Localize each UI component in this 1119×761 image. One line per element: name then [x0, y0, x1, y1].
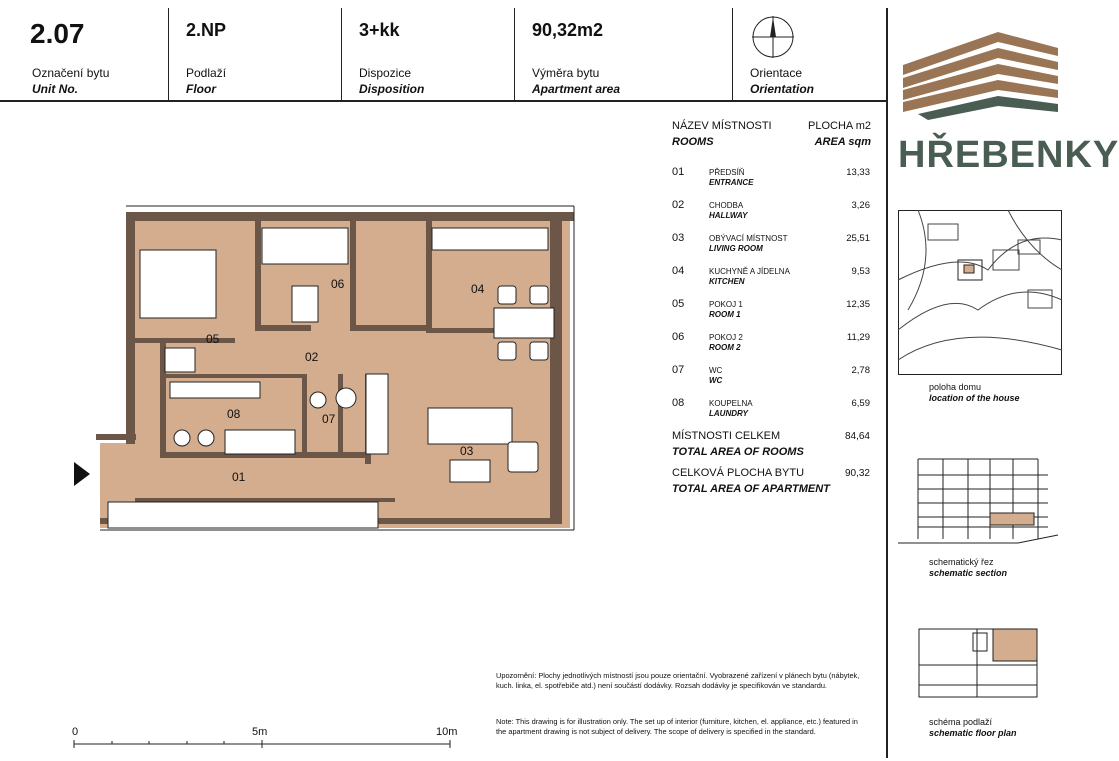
plan-label-03: 03 — [460, 444, 474, 458]
note-cz: Upozornění: Plochy jednotlivých místností jsou pouze orientační. Vyobrazené zařízení v plánech bytu (nábytek, kuch. linka, el. spotřebiče atd.) není součástí dodávky. Rozsah dodávky je specifikován ve standardu. — [496, 671, 860, 690]
room-area: 13,33 — [846, 167, 870, 178]
scale-label-5: 5m — [252, 726, 268, 738]
col-name-en: ROOMS — [672, 136, 714, 148]
room-area: 6,59 — [851, 398, 870, 409]
col-area-en: AREA sqm — [814, 136, 871, 148]
floorplan-caption-cz: schéma podlaží — [929, 717, 993, 727]
room-no: 02 — [672, 199, 685, 211]
room-area: 12,35 — [846, 299, 870, 310]
orientation-label-cz: Orientace — [750, 66, 803, 80]
floor-plan — [60, 198, 585, 538]
room-name-en: WC — [709, 376, 723, 385]
area-label-en: Apartment area — [532, 82, 621, 96]
hrebenky-logo-icon — [898, 30, 1063, 120]
plan-label-05: 05 — [206, 332, 220, 346]
floorplan-caption-en: schematic floor plan — [929, 728, 1017, 738]
plan-label-04: 04 — [471, 282, 485, 296]
room-name-en: HALLWAY — [709, 211, 748, 220]
room-area: 11,29 — [846, 332, 870, 343]
unit-label-cz: Označení bytu — [32, 66, 110, 80]
scale-label-0: 0 — [72, 726, 79, 738]
room-area: 25,51 — [846, 233, 870, 244]
room-area: 2,78 — [851, 365, 870, 376]
floor-label-en: Floor — [186, 82, 216, 96]
unit-label-en: Unit No. — [32, 82, 78, 96]
location-caption-en: location of the house — [929, 393, 1020, 403]
room-name-cz: PŘEDSÍŇ — [709, 168, 745, 177]
scale-label-10: 10m — [436, 726, 458, 738]
section-caption-en: schematic section — [929, 568, 1008, 578]
total-rooms-value: 84,64 — [844, 431, 870, 442]
disposition-label-en: Disposition — [359, 82, 425, 96]
floor-label-cz: Podlaží — [186, 66, 227, 80]
room-name-en: LIVING ROOM — [709, 244, 763, 253]
room-no: 04 — [672, 265, 685, 277]
total-apt-value: 90,32 — [844, 468, 870, 479]
location-map — [898, 210, 1062, 375]
room-area: 3,26 — [851, 200, 870, 211]
room-name-en: ROOM 2 — [709, 343, 741, 352]
room-name-cz: KOUPELNA — [709, 399, 753, 408]
unit-number: 2.07 — [30, 18, 85, 49]
orientation-label-en: Orientation — [750, 82, 815, 96]
total-apt-en: TOTAL AREA OF APARTMENT — [672, 483, 830, 495]
room-no: 07 — [672, 364, 685, 376]
room-name-cz: OBÝVACÍ MÍSTNOST — [709, 234, 788, 243]
plan-label-01: 01 — [232, 470, 246, 484]
room-name-cz: CHODBA — [709, 201, 744, 210]
compass-icon — [750, 14, 796, 60]
room-no: 05 — [672, 298, 685, 310]
col-name-cz: NÁZEV MÍSTNOSTI — [672, 120, 772, 132]
room-name-cz: POKOJ 2 — [709, 333, 743, 342]
schematic-floor-plan — [915, 625, 1045, 705]
scale-bar — [70, 738, 470, 750]
total-rooms-cz: MÍSTNOSTI CELKEM — [672, 430, 781, 442]
total-apt-cz: CELKOVÁ PLOCHA BYTU — [672, 467, 805, 479]
room-name-cz: POKOJ 1 — [709, 300, 743, 309]
disposition-label-cz: Dispozice — [359, 66, 412, 80]
room-no: 08 — [672, 397, 685, 409]
room-no: 06 — [672, 331, 685, 343]
room-no: 03 — [672, 232, 685, 244]
room-name-en: ENTRANCE — [709, 178, 754, 187]
room-name-en: ROOM 1 — [709, 310, 741, 319]
room-name-en: LAUNDRY — [709, 409, 748, 418]
room-name-cz: WC — [709, 366, 723, 375]
plan-label-06: 06 — [331, 277, 345, 291]
col-area-cz: PLOCHA m2 — [808, 120, 871, 132]
plan-label-08: 08 — [227, 407, 241, 421]
room-area: 9,53 — [851, 266, 870, 277]
plan-label-02: 02 — [305, 350, 319, 364]
floor-value: 2.NP — [186, 20, 227, 40]
location-caption-cz: poloha domu — [929, 382, 982, 392]
room-no: 01 — [672, 166, 685, 178]
area-label-cz: Výměra bytu — [532, 66, 600, 80]
plan-label-07: 07 — [322, 412, 336, 426]
section-caption-cz: schematický řez — [929, 557, 994, 567]
room-name-en: KITCHEN — [709, 277, 745, 286]
disposition-value: 3+kk — [359, 20, 400, 40]
schematic-section — [898, 455, 1062, 555]
note-en: Note: This drawing is for illustration only. The set up of interior (furniture, kitchen, el. appliance, etc.) featured in the apartment drawing is not subject of delivery. The scope of delivery is specified in the standard. — [496, 717, 858, 736]
brand-name: HŘEBENKY — [898, 134, 1119, 176]
total-rooms-en: TOTAL AREA OF ROOMS — [672, 446, 804, 458]
room-name-cz: KUCHYNĚ A JÍDELNA — [709, 267, 790, 276]
area-value: 90,32m2 — [532, 20, 604, 40]
